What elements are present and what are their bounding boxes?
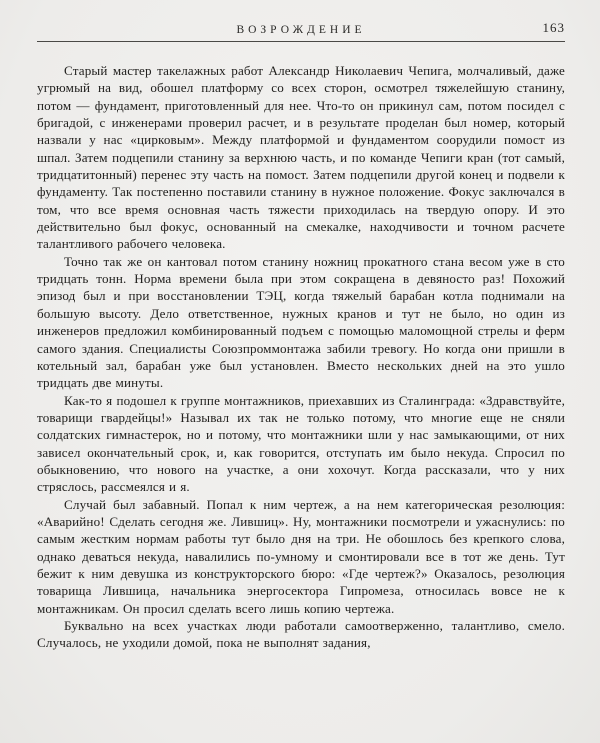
running-title: ВОЗРОЖДЕНИЕ bbox=[236, 24, 366, 36]
paragraph-3: Как-то я подошел к группе монтажников, приехавших из Сталинграда: «Здравствуйте, товарищи гвардейцы!» Называл их так не только потому, что многие еще не сняли солдатских гимнастерок, но и потому, что монтажники шли у нас замыкающими, от них зависел окончательный срок, и, как говорится, отступать им было некуда. Спросил по обыкновению, что нового на участке, а они хохочут. Когда рассказали, что у них стряслось, рассмеялся и я. bbox=[37, 392, 565, 495]
paragraph-4: Случай был забавный. Попал к ним чертеж, а на нем категорическая резолюция: «Аварийно! Сделать сегодня же. Лившиц». Ну, монтажники посмотрели и ужаснулись: по самым жестким нормам работы тут было дня на три. Не обошлось без крепкого слова, однако деваться некуда, навалились по-умному и смонтировали все в тот же день. Тут бежит к ним девушка из конструкторского бюро: «Где чертеж?» Оказалось, резолюция товарища Лившица, начальника энергосектора Гипромеза, относилась вовсе не к монтажникам. Он просил сделать всего лишь копию чертежа. bbox=[37, 496, 565, 616]
body-text bbox=[37, 62, 565, 652]
paragraph-5: Буквально на всех участках люди работали самоотверженно, талантливо, смело. Случалось, не уходили домой, пока не выполнят задания, bbox=[37, 618, 565, 651]
page-number: 163 bbox=[542, 20, 565, 35]
paragraph-2: Точно так же он кантовал потом станину ножниц прокатного стана весом уже в сто тридцать тонн. Норма времени была при этом сокращена в девяносто раз! Похожий эпизод был и при восстановлении ТЭЦ, когда тяжелый барабан котла поднимали на большую высоту. Дело ответственное, нужных кранов и тут не было, но один из инженеров предложил комбинированный подъем с помощью маломощной стрелы и ферм самого здания. Специалисты Союзпроммонтажа забили тревогу. Но когда они пришли в котельный зал, барабан уже был установлен. Вместо нескольких дней на это ушло тридцать две минуты. bbox=[37, 253, 565, 391]
header-rule bbox=[37, 41, 565, 42]
page-header bbox=[37, 20, 565, 38]
paragraph-1: Старый мастер такелажных работ Александр Николаевич Чепига, молчаливый, даже угрюмый на вид, обошел платформу со всех сторон, осмотрел тяжелейшую станину, потом — фундамент, приготовленный для нее. Что-то он прикинул сам, потом посидел с бригадой, с инженерами проверил расчет, и в результате проделан был номер, который назвали у нас «цирковым». Между платформой и фундаментом соорудили помост из шпал. Затем подцепили станину за верхнюю часть, и по команде Чепиги кран (тот самый, тридцатитонный) перенес эту часть на помост. Затем подцепили другой конец и подвели к фундаменту. Так постепенно поставили станину в нужное положение. Фокус заключался в том, что все время основная часть тяжести приходилась на твердую опору. И это действительно был фокус, основанный на смекалке, находчивости и точном расчете талантливого рабочего человека. bbox=[37, 63, 565, 252]
